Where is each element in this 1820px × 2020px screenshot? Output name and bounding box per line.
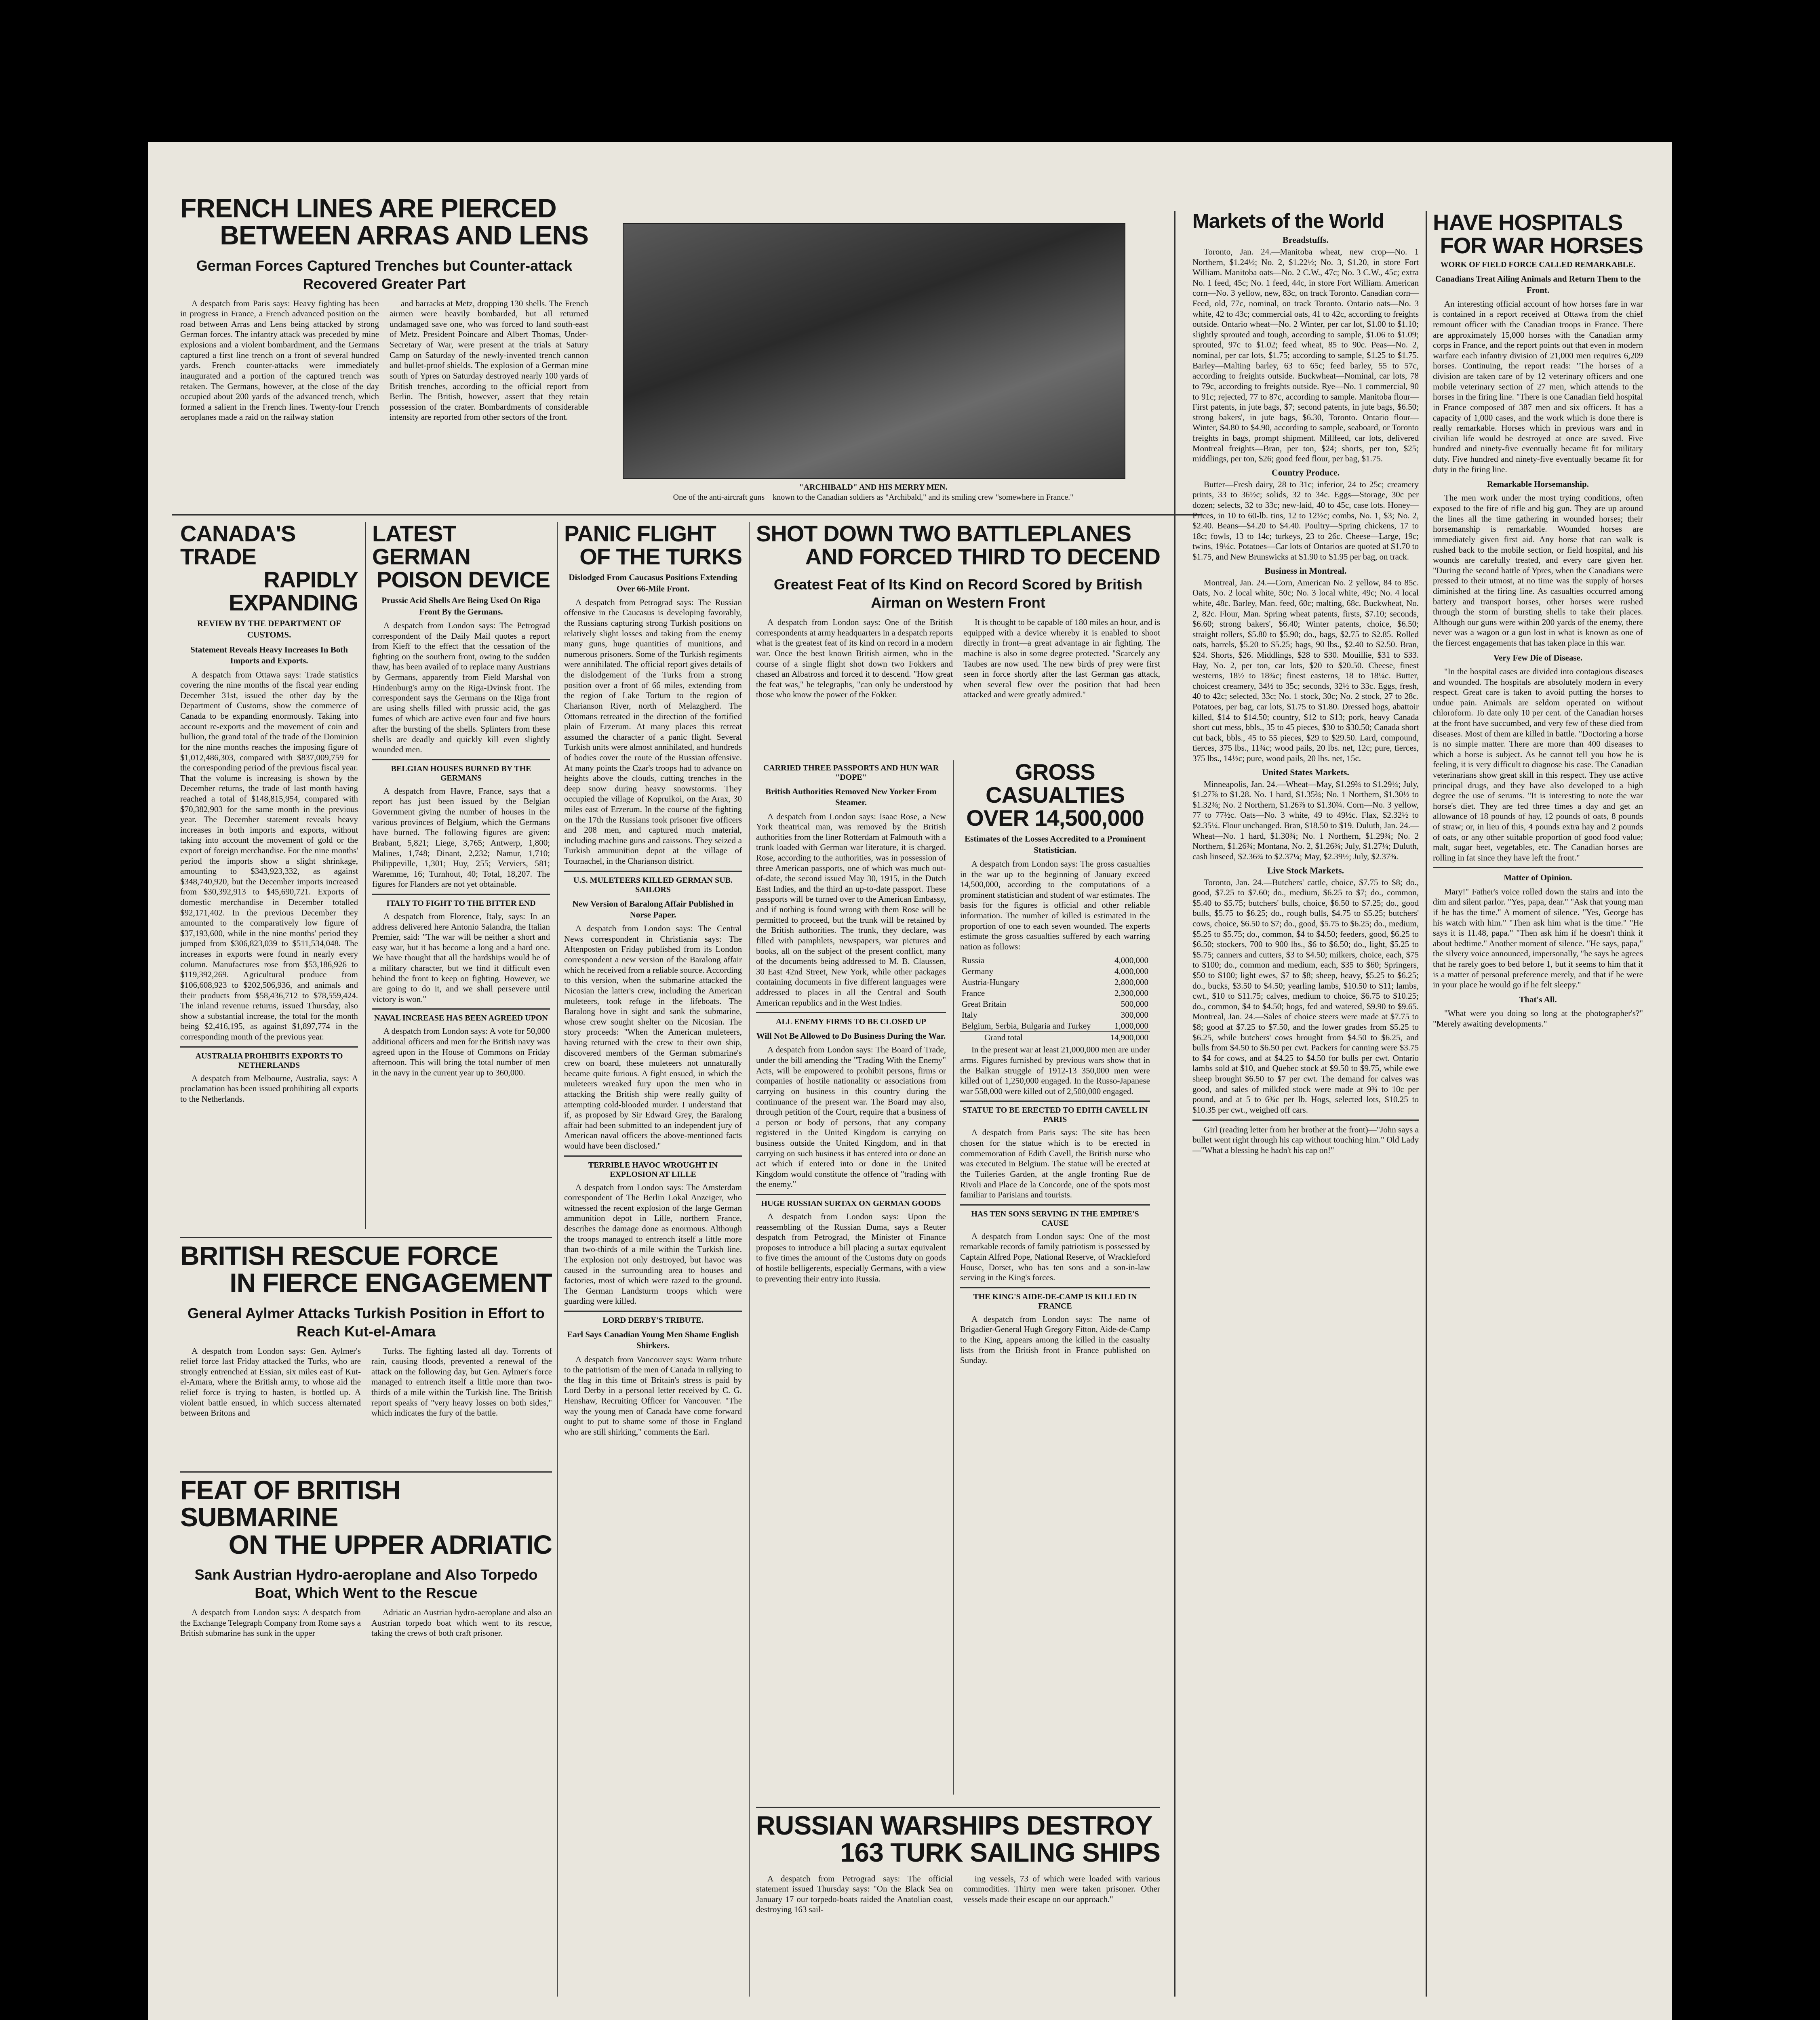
column-rule <box>1174 211 1175 1997</box>
belgian-body: A despatch from Havre, France, says that a report has just been issued by the Belgian Government giving the number of houses in the various provinces of Belgium, which the Germans have burned. The following figures are given: Brabant, 5,821; Liege, 3,765; Antwerp, 1,800; Malines, 1,748; Dinant, 2,232; Namur, 1,710; Philippeville, 1,301; Huy, 255; Verviers, 581; Waremme, 16; Turnhout, 40; Total, 18,207. The figures for Flanders are not yet obtainable. <box>372 786 550 889</box>
enemy-firms-headline: ALL ENEMY FIRMS TO BE CLOSED UP <box>776 1017 926 1027</box>
muleteers-body: A despatch from London says: The Central News correspondent in Christiania says: The Aftenposten on Friday published from its London correspondent a new version of the Baralong affair which he received from a reliable source. According to this version, when the submarine attacked the Nicosian the latter's crew, including the American muleteers, took refuge in the lifeboats. The Baralong hove in sight and sank the submarine, whose crew sought shelter on the Nicosian. The story proceeds: "When the American muleteers, having returned with the crew to their own ship, discovered members of the German submarine's crew on board, these muleteers not unnaturally became quite furious. A fight ensued, in which the muleteers wreaked fury upon the men who in attacking the British ship were really guilty of attempting cold-blooded murder. I understand that if, as proposed by Sir Edward Grey, the Baralong affair had been submitted to an independent jury of American naval officers the above-mentioned facts would have been disclosed." <box>564 924 742 1151</box>
enemy-firms-subhead: Will Not Be Allowed to Do Business During the War. <box>756 1031 946 1041</box>
surtax-headline: HUGE RUSSIAN SURTAX ON GERMAN GOODS <box>761 1199 941 1208</box>
divider <box>372 759 550 760</box>
derby-body: A despatch from Vancouver says: Warm tribute to the patriotism of the men of Canada in rallying to the flag in this time of Britain's stress is paid by Lord Derby in a personal letter received by C. G. Henshaw, Recruiting Officer for Vancouver. "The way the young men of Canada have come forward ought to put to shame some of those in England who are still shirking," comments the Earl. <box>564 1354 742 1437</box>
subhead-4: Very Few Die of Disease. <box>1493 652 1583 663</box>
thats-title: That's All. <box>1519 994 1557 1004</box>
nation: Germany <box>962 966 994 976</box>
body-right: Turks. The fighting lasted all day. Torrents of rain, causing floods, prevented a renewal of the attack on the following day, but Gen. Aylmer's force managed to entrench itself a little more than two-thirds of a mile within the Turkish line. The British report speaks of "very heavy losses on both sides," which indicates the fury of the battle. <box>371 1346 552 1418</box>
headline-line-1: HAVE HOSPITALS <box>1433 211 1623 235</box>
matter-title: Matter of Opinion. <box>1504 873 1572 883</box>
headline-line-1: GROSS CASUALTIES <box>986 760 1125 808</box>
headline <box>756 1812 1160 1866</box>
breadstuffs-body: Toronto, Jan. 24.—Manitoba wheat, new crop—No. 1 Northern, $1.24½; No. 2, $1.22½; No. 3, $1.20, in store Fort William. Manitoba oats—No. 2 C.W., 47c; No. 3 C.W., 45c; extra No. 1 feed, 45c; No. 1 feed, 44c, in store Fort William. American corn—No. 3 yellow, new, 83c, on track Toronto. Canadian corn—Feed, old, 77c, nominal, on track Toronto. Ontario oats—No. 3 white, 42 to 43c; commercial oats, 41 to 42c, according to freights outside. Ontario wheat—No. 2 Winter, per car lot, $1.00 to $1.10; slightly sprouted and tough, according to sample, $1.06 to $1.09; sprouted, 97c to $1.02; feed wheat, 85 to 90c. Peas—No. 2, nominal, per car lots, $1.75; according to sample, $1.25 to $1.75. Barley—Malting barley, 63 to 65c; feed barley, 55 to 57c, according to freights outside. Buckwheat—Nominal, car lots, 78 to 79c, according to freights outside. Rye—No. 1 commercial, 90 to 91c; rejected, 77 to 87c, according to sample. Manitoba flour—First patents, in jute bags, $7; second patents, in jute bags, $6.50; strong bakers', in jute bags, $6.30, Toronto. Ontario flour—Winter, $4.80 to $4.90, according to sample, seaboard, or Toronto freights in bags, prompt shipment. Millfeed, car lots, delivered Montreal freights—Bran, per ton, $24; shorts, per ton, $25; middlings, per ton, $26; good feed flour, per bag, $1.75. <box>1192 247 1419 464</box>
divider <box>180 1046 358 1048</box>
newspaper-page <box>148 142 1672 2020</box>
body-left: A despatch from Paris says: Heavy fighting has been in progress in France, a French advanced position on the road between Arras and Lens being attacked by strong German forces. The infantry attack was preceded by mine explosions and a violent bombardment, and the Germans captured a first line trench on a front of several hundred yards. French counter-attacks were immediately inaugurated and a portion of the captured trench was retaken. The Germans, however, at the close of the day occupied about 200 yards of the advanced trench, which formed a salient in the French lines. Twenty-four French aeroplanes made a raid on the railway station <box>180 298 379 422</box>
headline <box>180 522 358 614</box>
value: 500,000 <box>1121 999 1148 1009</box>
divider <box>756 1807 1160 1808</box>
cavell-body: A despatch from Paris says: The site has been chosen for the statue which is to be erected in commemoration of Edith Cavell, the British nurse who was executed in Belgium. The statue will be erected at the Tuileries Garden, at the angle fronting Rue de Rivoli and Place de la Concorde, one of the spots most familiar to Parisians and tourists. <box>960 1128 1150 1200</box>
subhead: Estimates of the Losses Accredited to a Prominent Statistician. <box>965 834 1146 855</box>
body-2: The men work under the most trying conditions, often exposed to the fire of rifle and big gun. They are up around the lines all the time gathering in wounded horses; their horsemanship is remarkable. Wounded horses are immediately given first aid. Any horse that can walk is rushed back to the mobile section, or field hospital, and his wounds are carefully treated, and every care given her. "During the second battle of Ypres, when the Canadians were pressed to their utmost, at no time was the supply of horses diminished at the firing line. As casualties occurred among battery and transport horses, other horses were rushed through the storm of bursting shells to take their places. Although our guns were within 200 yards of the enemy, there never was a wagon or a gun lost in what is known as one of the fiercest engagements that has taken place in this war. <box>1433 493 1643 648</box>
subhead: WORK OF FIELD FORCE CALLED REMARKABLE. <box>1440 260 1636 269</box>
rule-top-row <box>172 514 1203 516</box>
divider <box>180 1237 552 1238</box>
deck: Greatest Feat of Its Kind on Record Scored by British Airman on Western Front <box>773 576 1143 611</box>
photo-caption-text: One of the anti-aircraft guns—known to the Canadian soldiers as "Archibald," and its smiling crew "somewhere in France." <box>673 493 1074 502</box>
value: 4,000,000 <box>1114 955 1148 966</box>
montreal-body: Montreal, Jan. 24.—Corn, American No. 2 yellow, 84 to 85c. Oats, No. 2 local white, 50c; No. 3 local white, 49c; No. 4 local white, 48c. Barley, Man. feed, 60c; malting, 68c. Buckwheat, No. 2, 82c. Flour, Man. Spring wheat patents, firsts, $7.10; seconds, $6.60; strong bakers', $6.40; Winter patents, choice, $6.50; straight rollers, $5.80 to $5.90; do., bags, $2.75 to $2.85. Rolled oats, barrels, $5.20 to $5.25; bags, 90 lbs., $2.40 to $2.50. Bran, $24. Shorts, $26. Middlings, $28 to $30. Mouillie, $31 to $33. Hay, No. 2, per ton, car lots, $20 to $20.50. Cheese, finest westerns, 18½ to 18¾c; finest easterns, 18 to 18¼c. Butter, choicest creamery, 34½ to 35c; seconds, 32½ to 33c. Eggs, fresh, 40 to 42c; selected, 33c; No. 1 stock, 30c; No. 2 stock, 27 to 28c. Potatoes, per bag, car lots, $1.75 to $1.80. Dressed hogs, abattoir killed, $14 to $14.50; country, $12 to $13; pork, heavy Canada short cut mess, bbls., 35 to 45 pieces, $30 to $30.50; Canada short cut back, bbls., 45 to 55 pieces, $29 to $29.50. Lard, compound, tierces, 375 lbs., 11¾c; wood pails, 20 lbs. net, 12c; pure, tierces, 375 lbs., 14½c; pure, wood pails, 20 lbs. net, 15c. <box>1192 577 1419 764</box>
column-rule <box>1426 211 1427 1997</box>
nation: Austria-Hungary <box>962 977 1020 987</box>
ten-sons-body: A despatch from London says: One of the most remarkable records of family patriotism is possessed by Captain Alfred Pope, National Reserve, of Wrackleford House, Dorset, who has ten sons and a son-in-law serving in the King's forces. <box>960 1231 1150 1283</box>
divider <box>564 1155 742 1157</box>
body-right: and barracks at Metz, dropping 130 shells. The French airmen were heavily bombarded, but all returned undamaged save one, who was forced to land south-east of Metz. President Poincare and Albert Thomas, Under-Secretary of War, were present at the trials at Satury Camp on Saturday of the newly-invented trench cannon and bullet-proof shields. The explosion of a German mine south of Ypres on Saturday destroyed nearly 100 yards of British trenches, according to the official report from Berlin. The British, however, assert that they retain possession of the crater. Bombardments of considerable intensity are reported from other sectors of the front. <box>390 298 588 422</box>
live-stock-body: Toronto, Jan. 24.—Butchers' cattle, choice, $7.75 to $8; do., good, $7.25 to $7.60; do., medium, $6.25 to $7; do., common, $5.40 to $5.75; butchers' bulls, choice, $6.50 to $7.25; do., good bulls, $5.75 to $6.25; do., rough bulls, $4.75 to $5.25; butchers' cows, choice, $6.50 to $7; do., good, $5.75 to $6.25; do., medium, $5.25 to $5.75; do., common, $4 to $4.50; feeders, good, $6.25 to $6.50; stockers, 700 to 900 lbs., $6 to $6.50; do., light, $5.25 to $5.75; canners and cutters, $3 to $4.50; milkers, choice, each, $75 to $100; do., common and medium, each, $35 to $60; Springers, $50 to $100; light ewes, $7 to $8; sheep, heavy, $5.25 to $6.25; do., bucks, $3.50 to $4.50; yearling lambs, $10.50 to $11; lambs, cwt., $10 to $11.75; calves, medium to choice, $6.75 to $10.25; do., common, $4 to $4.50; hogs, fed and watered, $9.90 to $9.65. Montreal, Jan. 24.—Sales of choice steers were made at $7.75 to $8; good at $7.25 to $7.50, and the lower grades from $5.25 to $6.25, while butchers' cows brought from $4.50 to $6.25, and bulls from $4.50 to $6.50 per cwt. Packers for canning were $3.75 to $4 for cows, and at $4.25 to $4.50 for bulls per cwt. Ontario lambs sold at $10, and Quebec stock at $9.50 to $9.75, while ewe sheep brought $6.50 to $7 per cwt. The demand for calves was good, and sales of milkfed stock were made at 9¾ to 10c per pound, and at 5 to 6¾c per lb. Hogs, selected lots, $10.25 to $10.35 per cwt., weighed off cars. <box>1192 877 1419 1115</box>
divider <box>564 871 742 872</box>
thats-body: "What were you doing so long at the photographer's?" "Merely awaiting developments." <box>1433 1008 1643 1029</box>
headline-line-1: PANIC FLIGHT <box>564 522 716 546</box>
body-left: A despatch from London says: Gen. Aylmer's relief force last Friday attacked the Turks, who are strongly entrenched at Essian, six miles east of Kut-el-Amara, where the British army, to whose aid the relief force is trying to hasten, is bottled up. A violent battle ensued, in which success alternated between Britons and <box>180 1346 361 1418</box>
headline <box>1433 211 1643 257</box>
photo-caption <box>600 482 1146 507</box>
subhead: Dislodged From Caucasus Positions Extending Over 66-Mile Front. <box>569 572 737 593</box>
headline-line-2: OF THE TURKS <box>579 544 742 570</box>
matter-body: Mary!" Father's voice rolled down the stairs and into the dim and silent parlor. "Yes, papa, dear." "Ask that young man if he has the time." A moment of silence. "Yes, George has his watch with him." "Then ask him what is the time." "He says it is 11.48, papa." "Then ask him if he doesn't think it about bedtime." Another moment of silence. "He says, papa," the silvery voice announced, impersonally, "he says he agrees that he rarely goes to bed before 1, but it seems to him that it is a matter of personal preference merely, and that if he were in your place he would go if he felt sleepy." <box>1433 886 1643 990</box>
naval-body: A despatch from London says: A vote for 50,000 additional officers and men for the British navy was agreed upon in the House of Commons on Friday afternoon. This will bring the total number of men in the navy in the current year up to 360,000. <box>372 1026 550 1077</box>
headline-line-2: POISON DEVICE <box>377 567 550 593</box>
article-russian-warships <box>756 1803 1160 1997</box>
article-canada-trade <box>180 522 358 1233</box>
headline-line-2: OVER 14,500,000 <box>966 805 1144 831</box>
table-row <box>960 955 1150 966</box>
article-war-horses <box>1433 211 1643 1997</box>
column-rule <box>365 522 366 1229</box>
total-value: 14,900,000 <box>1110 1033 1148 1043</box>
girl-anecdote: Girl (reading letter from her brother at the front)—"John says a bullet went right through his cap without touching him." Old Lady—"What a blessing he hadn't his cap on!" <box>1192 1124 1419 1155</box>
divider <box>960 1100 1150 1102</box>
divider <box>756 1012 946 1013</box>
archibald-photo <box>623 223 1125 479</box>
nation: Russia <box>962 955 985 966</box>
headline-line-1: FRENCH LINES ARE PIERCED <box>180 195 556 223</box>
column-rule <box>749 522 750 1997</box>
headline-line-1: LATEST GERMAN <box>372 522 470 570</box>
markets-column <box>1192 211 1419 1997</box>
subhead: Prussic Acid Shells Are Being Used On Riga Front By the Germans. <box>381 595 541 617</box>
divider <box>180 1471 552 1473</box>
us-markets-title: United States Markets. <box>1262 767 1349 777</box>
headline-line-1: RUSSIAN WARSHIPS DESTROY <box>756 1810 1152 1840</box>
subhead-2: Canadians Treat Ailing Animals and Return Them to the Front. <box>1435 274 1641 295</box>
table-row <box>960 966 1150 977</box>
article-poison-device <box>372 522 550 1233</box>
headline-line-2: 163 TURK SAILING SHIPS <box>840 1837 1160 1868</box>
subhead: REVIEW BY THE DEPARTMENT OF CUSTOMS. <box>197 619 341 640</box>
headline <box>960 760 1150 829</box>
divider <box>564 1311 742 1312</box>
derby-headline: LORD DERBY'S TRIBUTE. <box>602 1315 704 1325</box>
nation: Italy <box>962 1010 977 1020</box>
article-passports <box>756 760 946 1795</box>
australia-body: A despatch from Melbourne, Australia, says: A proclamation has been issued prohibiting all exports to the Netherlands. <box>180 1073 358 1104</box>
table-row <box>960 988 1150 999</box>
article-french-lines <box>180 195 588 490</box>
divider <box>372 894 550 895</box>
headline-line-2: RAPIDLY EXPANDING <box>229 567 358 616</box>
article-casualties <box>960 760 1150 1795</box>
headline <box>180 1242 552 1297</box>
aide-body: A despatch from London says: The name of Brigadier-General Hugh Gregory Fitton, Aide-de-Camp to the King, appears among the killed in the casualty lists from the British front in France published on Sunday. <box>960 1314 1150 1366</box>
body-right: It is thought to be capable of 180 miles an hour, and is equipped with a device whereby it is enabled to shoot directly in front—a great advantage in air fighting. The machine is also in some degree protected. "Scarcely any Taubes are now used. The new birds of prey were first seen in force shortly after the last German gas attack, when several flew over the position that had been attacked and were greatly admired." <box>963 617 1160 700</box>
value: 2,800,000 <box>1114 977 1148 987</box>
country-produce-title: Country Produce. <box>1271 467 1340 478</box>
headline-line-1: CANADA'S TRADE <box>180 522 296 570</box>
surtax-body: A despatch from London says: Upon the reassembling of the Russian Duma, says a Reuter despatch from Petrograd, the Minister of Finance proposes to introduce a bill placing a surtax equivalent to five times the amount of the Customs duty on goods of hostile belligerents, especially Germans, with a view to preventing their entry into Russia. <box>756 1212 946 1284</box>
body-3: "In the hospital cases are divided into contagious diseases and wounded. The hospitals are absolutely modern in every respect. Great care is taken to avoid putting the horses to undue pain. Animals are seldom operated on without chloroform. To date only 10 per cent. of the Canadian horses at the front have succumbed, and very few of these died from diseases. Most of them are killed in battle. "Doctoring a horse is no simple matter. There are more than 400 diseases to which a horse is subject. As he cannot tell you how he is feeling, it is very difficult to diagnose his case. The Canadian veterinarians show great skill in this respect. They use active principal drugs, and they have also developed to a high degree the use of serums. "It is interesting to note the war horse's diet. They are fed three times a day and get an allowance of 18 pounds of hay, 12 pounds of oats, 8 pounds of straw; or, in lieu of this, 4 pounds extra hay and 2 pounds of oats, or any other suitable proportion of good food value; malt, sugar beet, vegetables, etc. The Canadian horses are rolling in fat since they have left the front." <box>1433 666 1643 863</box>
markets-title: Markets of the World <box>1192 211 1384 232</box>
headline <box>180 1477 552 1558</box>
divider <box>960 1204 1150 1206</box>
montreal-title: Business in Montreal. <box>1264 565 1347 576</box>
aide-headline: THE KING'S AIDE-DE-CAMP IS KILLED IN FRANCE <box>973 1292 1137 1311</box>
muleteers-subhead: New Version of Baralong Affair Published in Norse Paper. <box>572 898 734 920</box>
body: A despatch from London says: The gross casualties in the war up to the beginning of January exceed 14,500,000, according to the computations of a prominent statistician and student of war estimates. The basis for the figures is official and other reliable information. The number of killed is estimated in the proportion of one to each seven wounded. The experts estimate the gross casualties suffered by each warring nation as follows: <box>960 858 1150 951</box>
deck: Sank Austrian Hydro-aeroplane and Also Torpedo Boat, Which Went to the Rescue <box>194 1566 538 1601</box>
value: 4,000,000 <box>1114 966 1148 976</box>
body-after: In the present war at least 21,000,000 men are under arms. Figures furnished by previous wars show that in the Balkan struggle of 1912-13 350,000 men were killed out of 1,250,000 engaged. In the Russo-Japanese war 558,000 were killed out of 2,500,000 engaged. <box>960 1045 1150 1096</box>
table-row <box>960 999 1150 1010</box>
subhead-3: Remarkable Horsemanship. <box>1487 479 1589 489</box>
column-rule <box>557 522 558 1997</box>
headline <box>756 522 1160 568</box>
divider <box>1192 1119 1419 1121</box>
nation: Great Britain <box>962 999 1007 1009</box>
belgian-headline: BELGIAN HOUSES BURNED BY THE GERMANS <box>391 764 531 783</box>
subhead-2: Statement Reveals Heavy Increases In Both Imports and Exports. <box>190 645 348 666</box>
live-stock-title: Live Stock Markets. <box>1267 865 1344 875</box>
article-submarine <box>180 1467 552 1694</box>
body: An interesting official account of how horses fare in war is contained in a report received at Ottawa from the chief remount officer with the Canadian troops in France. There are approximately 15,000 horses with the Canadian army corps in France, and the report points out that even in modern warfare each infantry division of 21,000 men requires 6,209 horses. Continuing, the report reads: "The horses of a division are taken care of by 12 veterinary officers and one mobile veterinary section of 27 men, which attends to the horses in the firing line. "There is one Canadian field hospital in France composed of 387 men and six officers. It has a capacity of 1,000 cases, and the work which is done there is really remarkable. Horses which in previous wars and in civilian life would be destroyed at once are saved. Five hundred and ninety-five eventually became fit for military duty. Five hundred and ninety-five eventually became fit for duty in the firing line. <box>1433 299 1643 474</box>
headline-line-2: AND FORCED THIRD TO DECEND <box>805 544 1160 570</box>
divider <box>372 1008 550 1010</box>
divider <box>960 1287 1150 1288</box>
australia-headline: AUSTRALIA PROHIBITS EXPORTS TO NETHERLANDS <box>195 1051 343 1070</box>
naval-headline: NAVAL INCREASE HAS BEEN AGREED UPON <box>374 1014 548 1023</box>
casualties-table <box>960 955 1150 1043</box>
body: A despatch from Petrograd says: The Russian offensive in the Caucasus is developing favorably, the Russians capturing strong Turkish positions on relatively slight losses and taking from the enemy many guns, huge quantities of munitions, and numerous prisoners. Some of the Turkish regiments were annihilated. The official report gives details of the dislodgement of the Turks from a strong position over a front of 66 miles, extending from the region of Lake Tortum to the region of Charianson River, north of Melazgherd. The Ottomans retreated in the direction of the fortified plain of Erzerum. At many places this retreat assumed the character of a panic flight. Several Turkish units were almost annihilated, and hundreds of bodies cover the route of the Russian offensive. At many points the Czar's troops had to advance on heights above the clouds, cutting trenches in the deep snow during heavy snowstorms. They occupied the village of Kopruikoi, on the Arax, 30 miles east of Erzerum. In the course of the fighting on the 17th the Russians took prisoner five officers and 208 men, and captured much material, including machine guns and caissons. They seized a Turkish ammunition depot at the village of Tournachel, in the Charianson district. <box>564 597 742 866</box>
body-right: Adriatic an Austrian hydro-aeroplane and also an Austrian torpedo boat which went to its rescue, taking the crews of both craft prisoner. <box>371 1607 552 1638</box>
total-label: Grand total <box>984 1033 1023 1043</box>
body-left: A despatch from London says: A despatch from the Exchange Telegraph Company from Rome says a British submarine has sunk in the upper <box>180 1607 361 1638</box>
article-rescue-force <box>180 1233 552 1459</box>
table-total-row <box>960 1032 1150 1043</box>
body-left: A despatch from London says: One of the British correspondents at army headquarters in a despatch reports what is the greatest feat of its kind on record in a modern war. Once the best known British airmen, who in the course of a single flight shot down two Fokkers and chased an Albatross and forced it to descend. "How great the feat was," he telegraphs, "can only be understood by those who know the power of the Fokker. <box>756 617 953 700</box>
headline-line-1: FEAT OF BRITISH SUBMARINE <box>180 1475 400 1532</box>
deck: German Forces Captured Trenches but Counter-attack Recovered Greater Part <box>196 257 573 292</box>
headline <box>372 522 550 591</box>
divider <box>756 1194 946 1195</box>
body: A despatch from Ottawa says: Trade statistics covering the nine months of the fiscal year ending December 31st, issued the other day by the Department of Customs, show the commerce of Canada to be expanding enormously. Taking into account re-exports and the movement of coin and bullion, the grand total of the trade of the Dominion for the nine months reaches the imposing figure of $1,012,486,303, compared with $837,009,759 for the corresponding period of the previous fiscal year. That the volume is increasing is shown by the December returns, the trade of last month having reached a total of $148,815,954, compared with $70,382,903 for the same month in the previous year. The December statement reveals heavy increases in both imports and exports, without taking into account the movement of gold or the export of foreign merchandise. For the nine months' period the imports show a slight shrinkage, amounting to $343,923,332, as against $348,740,920, but the December imports increased from $30,392,913 to $45,690,721. Exports of domestic merchandise in December totalled $92,171,402. In the previous December they amounted to the comparatively low figure of $37,193,600, while in the nine months' period they jumped from $306,823,039 to $511,534,048. The increases in exports were found in nearly every column. Manufactures rose from $53,186,926 to $119,392,269. Agricultural produce from $106,608,923 to $202,506,936, and animals and their products from $58,436,712 to $78,559,424. The inland revenue returns, issued Thursday, also show a substantial increase, the total for the month being $2,416,195, as against $1,897,774 in the corresponding month of the previous year. <box>180 669 358 1042</box>
divider <box>1433 867 1643 868</box>
nation: France <box>962 988 985 998</box>
headline <box>564 522 742 568</box>
value: 300,000 <box>1121 1010 1148 1020</box>
value: 1,000,000 <box>1114 1021 1148 1031</box>
passports-headline: CARRIED THREE PASSPORTS AND HUN WAR "DOPE" <box>763 764 939 782</box>
lille-headline: TERRIBLE HAVOC WROUGHT IN EXPLOSION AT LILLE <box>588 1160 718 1179</box>
table-row <box>960 977 1150 988</box>
us-markets-body: Minneapolis, Jan. 24.—Wheat—May, $1.29¾ to $1.29¼; July, $1.27⅞ to $1.28. No. 1 hard, $1.35¾; No. 1 Northern, $1.30½ to $1.32⅜; No. 2 Northern, $1.26⅞ to $1.30¾. Corn—No. 3 yellow, 77 to 77½c. Oats—No. 3 white, 49 to 49½c. Flax, $2.32½ to $2.35¼. Flour unchanged. Bran, $18.50 to $19. Duluth, Jan. 24.—Wheat—No. 1 hard, $1.30¾; No. 1 Northern, $1.29¾; No. 2 Northern, $1.26¾; Montana, No. 2, $1.26¾; July, $1.27¼; Duluth, cash linseed, $2.36¾ to $2.37¼; May, $2.39½; July, $2.37¾. <box>1192 779 1419 861</box>
value: 2,300,000 <box>1114 988 1148 998</box>
column-rule <box>953 760 954 1795</box>
muleteers-headline: U.S. MULETEERS KILLED GERMAN SUB. SAILORS <box>573 875 733 894</box>
ten-sons-headline: HAS TEN SONS SERVING IN THE EMPIRE'S CAUSE <box>971 1209 1139 1228</box>
passports-body: A despatch from London says: Isaac Rose, a New York theatrical man, was removed by the British authorities from the liner Rotterdam at Falmouth with a trunk loaded with German war literature, it is charged. Rose, according to the authorities, was in possession of three American passports, one of which was much out-of-date, the second issued May 30, 1915, in the Dutch East Indies, and the third an up-to-date passport. These passports will be turned over to the American Embassy, and if nothing is found wrong with them Rose will be permitted to proceed, but the trunk will be retained by the British authorities. The trunk, they declare, was filled with pamphlets, newspapers, war pictures and books, all on the subject of the present conflict, many of the documents being addressed to M. B. Claussen, 30 East 42nd Street, New York, while other packages containing documents in five different languages were addressed to places in all the Central and South American republics and in the West Indies. <box>756 811 946 1008</box>
body-right: ing vessels, 73 of which were loaded with various commodities. Thirty men were taken prisoner. Other vessels made their escape on our approach." <box>963 1873 1160 1904</box>
article-panic-flight <box>564 522 742 1997</box>
headline-line-1: SHOT DOWN TWO BATTLEPLANES <box>756 522 1131 546</box>
table-row <box>960 1021 1150 1032</box>
body-left: A despatch from Petrograd says: The official statement issued Thursday says: "On the Black Sea on January 17 our torpedo-boats raided the Anatolian coast, destroying 163 sail- <box>756 1873 953 1915</box>
deck: General Aylmer Attacks Turkish Position in Effort to Reach Kut-el-Amara <box>187 1305 545 1340</box>
derby-subhead: Earl Says Canadian Young Men Shame English Shirkers. <box>567 1329 739 1351</box>
headline-line-2: ON THE UPPER ADRIATIC <box>228 1529 552 1559</box>
passports-subhead: British Authorities Removed New Yorker From Steamer. <box>765 787 937 808</box>
nation: Belgium, Serbia, Bulgaria and Turkey <box>962 1021 1091 1031</box>
headline <box>180 195 588 249</box>
breadstuffs-title: Breadstuffs. <box>1283 235 1329 245</box>
headline-line-2: BETWEEN ARRAS AND LENS <box>220 220 588 250</box>
enemy-firms-body: A despatch from London says: The Board of Trade, under the bill amending the "Trading With the Enemy" Acts, will be empowered to prohibit persons, firms or companies of hostile nationality or associations from carrying on business in this country during the continuance of the present war. The Board may also, through petition of the Court, require that a business of a person or body of persons, that any company registered in the United Kingdom is carrying on business outside the United Kingdom, and in that carrying on such business it has entered into or done an act which if entered into or done in the United Kingdom would constitute the offence of "trading with the enemy." <box>756 1045 946 1189</box>
cavell-headline: STATUE TO BE ERECTED TO EDITH CAVELL IN PARIS <box>962 1106 1148 1124</box>
headline-line-2: FOR WAR HORSES <box>1440 233 1643 259</box>
photo-title: "ARCHIBALD" AND HIS MERRY MEN. <box>799 483 948 492</box>
body: A despatch from London says: The Petrograd correspondent of the Daily Mail quotes a report from Kieff to the effect that the cessation of the fighting on the southern front, owing to the sudden thaw, has been availed of to replace many Austrians by Germans, apparently from Field Marshal von Hindenburg's army on the Riga-Dvinsk front. The correspondent says the Germans on the Riga front are using shells filled with prussic acid, the gas fumes of which are active even four and five hours after the bursting of the shells. Splinters from these shells are deadly and quickly kill even slightly wounded men. <box>372 620 550 755</box>
country-produce-body: Butter—Fresh dairy, 28 to 31c; inferior, 24 to 25c; creamery prints, 33 to 36½c; solids, 32 to 34c. Eggs—Storage, 30c per dozen; selects, 32 to 33c; new-laid, 40 to 45c, case lots. Honey—Prices, in 10 to 60-lb. tins, 12 to 12½c; combs, No. 1, $3; No. 2, $2.40. Beans—$4.20 to $4.40. Poultry—Spring chickens, 17 to 18c; fowls, 13 to 14c; turkeys, 23 to 26c. Cheese—Large, 19c; twins, 19¼c. Potatoes—Car lots of Ontarios are quoted at $1.70 to $1.75, and New Brunswicks at $1.90 to $1.95 per bag, on track. <box>1192 479 1419 562</box>
table-row <box>960 1010 1150 1021</box>
article-battleplanes <box>756 522 1160 748</box>
italy-body: A despatch from Florence, Italy, says: In an address delivered here Antonio Salandra, the Italian Premier, said: "The war will be neither a short and easy war, but it has become a long and a hard one. We have thought that all the hardships would be of a military character, but we find it difficult even behind the front to keep on fighting. However, we are going to do it, and we shall persevere until victory is won." <box>372 911 550 1004</box>
headline-line-1: BRITISH RESCUE FORCE <box>180 1241 498 1271</box>
lille-body: A despatch from London says: The Amsterdam correspondent of The Berlin Lokal Anzeiger, who witnessed the recent explosion of the large German ammunition depot in Lille, northern France, describes the damage done as enormous. Although the troops managed to entrench itself a little more than two-thirds of a mile within the Turkish line. The explosion not only destroyed, but havoc was caused in the surrounding area to houses and factories, most of which were razed to the ground. The German Landsturm troops which were guarding were killed. <box>564 1182 742 1306</box>
italy-headline: ITALY TO FIGHT TO THE BITTER END <box>386 898 536 908</box>
headline-line-2: IN FIERCE ENGAGEMENT <box>230 1268 552 1298</box>
